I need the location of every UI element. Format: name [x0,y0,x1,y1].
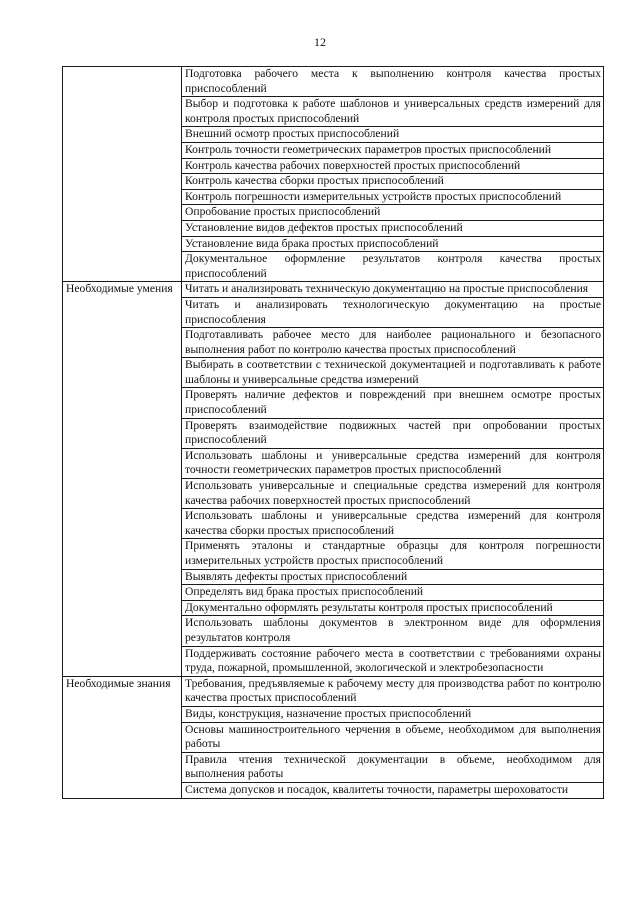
table-cell: Установление вида брака простых приспособлений [182,236,604,252]
table-cell: Проверять взаимодействие подвижных частей при опробовании простых приспособлений [182,418,604,448]
table-cell: Подготавливать рабочее место для наиболее рационального и безопасного выполнения работ по контролю качества простых приспособлений [182,328,604,358]
table-cell: Выявлять дефекты простых приспособлений [182,569,604,585]
table-cell: Контроль качества рабочих поверхностей простых приспособлений [182,158,604,174]
table-cell: Опробование простых приспособлений [182,205,604,221]
table-cell: Виды, конструкция, назначение простых приспособлений [182,706,604,722]
table-cell: Контроль погрешности измерительных устройств простых приспособлений [182,189,604,205]
table-cell: Проверять наличие дефектов и повреждений при внешнем осмотре простых приспособлений [182,388,604,418]
table-cell: Использовать универсальные и специальные средства измерений для контроля качества рабочих поверхностей простых приспособлений [182,479,604,509]
section-label: Необходимые знания [63,676,182,798]
table-cell: Основы машиностроительного черчения в объеме, необходимом для выполнения работы [182,722,604,752]
table-cell: Контроль качества сборки простых приспособлений [182,174,604,190]
table-cell: Внешний осмотр простых приспособлений [182,127,604,143]
table-cell: Выбор и подготовка к работе шаблонов и универсальных средств измерений для контроля простых приспособлений [182,97,604,127]
table-cell: Установление видов дефектов простых приспособлений [182,220,604,236]
section-label: Необходимые умения [63,282,182,676]
table-cell: Использовать шаблоны и универсальные средства измерений для контроля точности геометрических параметров простых приспособлений [182,448,604,478]
table-row [63,67,604,97]
table-cell: Система допусков и посадок, квалитеты точности, параметры шероховатости [182,782,604,798]
table-row [63,282,604,298]
table-cell: Контроль точности геометрических параметров простых приспособлений [182,142,604,158]
table-cell: Читать и анализировать техническую документацию на простые приспособления [182,282,604,298]
table-cell: Определять вид брака простых приспособлений [182,585,604,601]
table-cell: Поддерживать состояние рабочего места в соответствии с требованиями охраны труда, пожарной, промышленной, экологической и электробезопасности [182,646,604,676]
table-cell: Правила чтения технической документации в объеме, необходимом для выполнения работы [182,752,604,782]
table-cell: Использовать шаблоны и универсальные средства измерений для контроля качества сборки простых приспособлений [182,509,604,539]
table-cell: Требования, предъявляемые к рабочему месту для производства работ по контролю качества простых приспособлений [182,676,604,706]
section-label [63,67,182,282]
table-cell: Использовать шаблоны документов в электронном виде для оформления результатов контроля [182,616,604,646]
table-cell: Документально оформлять результаты контроля простых приспособлений [182,600,604,616]
page-number: 12 [314,35,326,49]
table-cell: Документальное оформление результатов контроля качества простых приспособлений [182,252,604,282]
table-cell: Выбирать в соответствии с технической документацией и подготавливать к работе шаблоны и универсальные средства измерений [182,358,604,388]
table-cell: Применять эталоны и стандартные образцы для контроля погрешности измерительных устройств простых приспособлений [182,539,604,569]
table-row [63,676,604,706]
requirements-table [62,66,604,799]
table-cell: Подготовка рабочего места к выполнению контроля качества простых приспособлений [182,67,604,97]
table-cell: Читать и анализировать технологическую документацию на простые приспособления [182,297,604,327]
